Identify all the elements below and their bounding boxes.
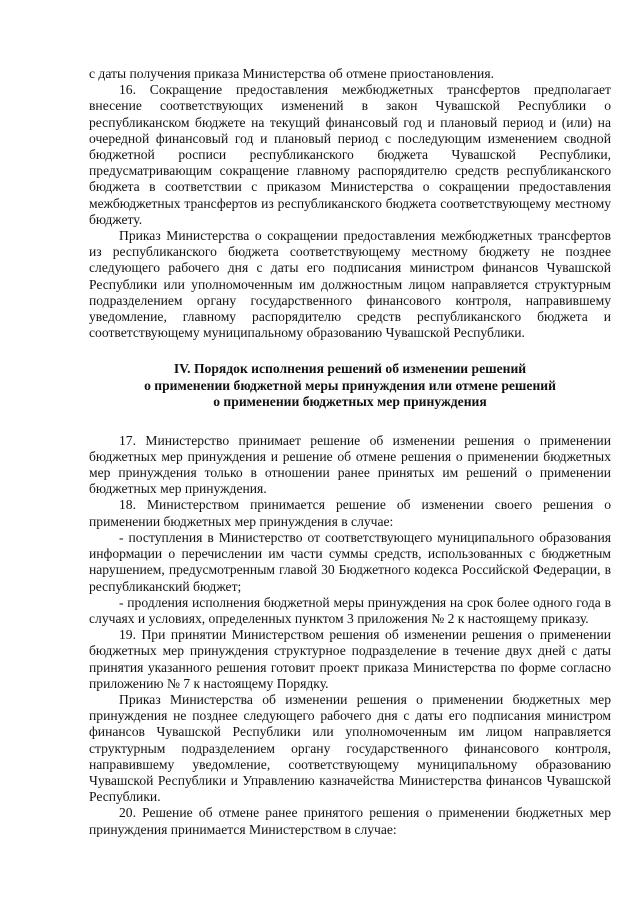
paragraphs-before (89, 66, 611, 341)
paragraph-item-20: 20. Решение об отмене ранее принятого решения о применении бюджетных мер принуждения принимается Министерством в случае: (89, 805, 611, 837)
list-item: - поступления в Министерство от соответствующего муниципального образования информации о перечислении им части суммы средств, использованных с бюджетным нарушением, предусмотренным главой 30 Бюджетного кодекса Российской Федерации, в республиканский бюджет; (89, 529, 611, 594)
paragraphs-after (89, 433, 611, 838)
paragraph-item-17: 17. Министерство принимает решение об изменении решения о применении бюджетных мер принуждения и решение об отмене решения о применении бюджетных мер принуждения только в отношении ранее принятых им решений о применении бюджетных мер принуждения. (89, 432, 611, 497)
paragraph-text: с даты получения приказа Министерства об отмене приостановления. (89, 66, 494, 81)
paragraph-text: Приказ Министерства о сокращении предоставления межбюджетных трансфертов из республиканского бюджета соответствующему местному бюджету не позднее следующего рабочего дня с даты его подписания министром финансов Чувашской Республики или уполномоченным им должностным лицом направляется структурным подразделением органу государственного финансового контроля, направившему уведомление, главному распорядителю средств республиканского бюджета и соответствующему муниципальному образованию Чувашской Республики. (89, 228, 611, 341)
paragraph-item-19: 19. При принятии Министерством решения об изменении решения о применении бюджетных мер принуждения структурное подразделение в течение двух дней с даты принятия указанного решения готовит проект приказа Министерства по форме согласно приложению № 7 к настоящему Порядку. (89, 627, 611, 691)
paragraph-item-18: 18. Министерством принимается решение об изменении своего решения о применении бюджетных мер принуждения в случае: (89, 497, 611, 529)
section-heading (89, 361, 611, 410)
list-item: - продления исполнения бюджетной меры принуждения на срок более одного года в случаях и условиях, определенных пунктом 3 приложения № 2 к настоящему приказу. (89, 594, 611, 626)
section-heading-line: о применении бюджетной меры принуждения или отмене решений (144, 377, 556, 393)
section-heading-line: IV. Порядок исполнения решений об изменении решений (173, 361, 527, 377)
paragraph-item-16: 16. Сокращение предоставления межбюджетных трансфертов предполагает внесение соответствующих изменений в закон Чувашской Республики о республиканском бюджете на текущий финансовый год и плановый период и (или) на очередной финансовый год и плановый период с последующим изменением сводной бюджетной росписи республиканского бюджета Чувашской Республики, предусматривающим сокращение главному распорядителю средств республиканского бюджета в соответствии с приказом Министерства о сокращении предоставления межбюджетных трансфертов из республиканского бюджета соответствующему местному бюджету. (89, 82, 611, 227)
document-page (89, 66, 611, 838)
section-heading-line: о применении бюджетных мер принуждения (213, 394, 487, 410)
paragraph-text: Приказ Министерства об изменении решения о применении бюджетных мер принуждения не позднее следующего рабочего дня с даты его подписания министром финансов Чувашской Республики или уполномоченным им лицом направляется структурным подразделением органу государственного финансового контроля, направившему уведомление, соответствующему муниципальному образованию Чувашской Республики и Управлению казначейства Министерства финансов Чувашской Республики. (89, 691, 611, 805)
